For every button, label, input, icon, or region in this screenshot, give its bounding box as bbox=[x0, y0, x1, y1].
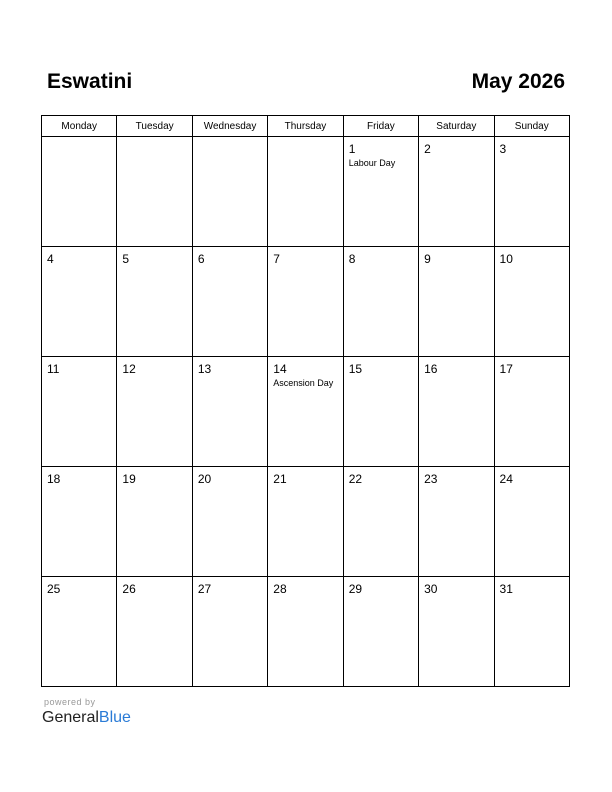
day-cell bbox=[494, 357, 569, 467]
weekday-header: Saturday bbox=[419, 116, 494, 137]
day-cell bbox=[192, 357, 267, 467]
week-row bbox=[42, 247, 570, 357]
day-number: 6 bbox=[197, 252, 205, 266]
day-cell bbox=[192, 467, 267, 577]
day-number: 4 bbox=[47, 252, 54, 266]
day-number: 20 bbox=[197, 472, 212, 486]
week-row bbox=[42, 467, 570, 577]
day-number: 5 bbox=[122, 252, 130, 266]
calendar-grid bbox=[41, 115, 570, 687]
logo-blue-text: Blue bbox=[98, 709, 131, 726]
day-cell bbox=[343, 247, 418, 357]
day-number: 2 bbox=[424, 142, 431, 156]
weekday-header: Tuesday bbox=[117, 116, 192, 137]
day-cell bbox=[117, 467, 192, 577]
day-number: 30 bbox=[424, 582, 438, 596]
day-cell bbox=[268, 137, 343, 247]
day-number: 9 bbox=[424, 252, 431, 266]
weekday-header-row bbox=[42, 116, 570, 137]
day-cell bbox=[268, 357, 343, 467]
day-number: 7 bbox=[273, 252, 280, 266]
day-number: 17 bbox=[499, 362, 513, 376]
holiday-label: Ascension Day bbox=[273, 378, 334, 388]
day-number: 12 bbox=[122, 362, 136, 376]
day-number: 10 bbox=[499, 252, 513, 266]
day-number: 3 bbox=[499, 142, 507, 156]
day-cell bbox=[192, 247, 267, 357]
generalblue-logo bbox=[42, 709, 131, 727]
day-number: 11 bbox=[47, 362, 60, 376]
day-number: 14 bbox=[273, 362, 287, 376]
day-number: 22 bbox=[348, 472, 363, 486]
day-number: 13 bbox=[197, 362, 212, 376]
weekday-header: Thursday bbox=[268, 116, 343, 137]
day-cell bbox=[419, 357, 494, 467]
day-cell bbox=[343, 357, 418, 467]
day-number: 8 bbox=[348, 252, 356, 266]
day-cell bbox=[419, 137, 494, 247]
day-cell bbox=[117, 357, 192, 467]
day-cell bbox=[192, 577, 267, 687]
weekday-header: Sunday bbox=[494, 116, 569, 137]
week-row bbox=[42, 357, 570, 467]
day-number: 1 bbox=[348, 142, 356, 156]
day-number: 26 bbox=[122, 582, 136, 596]
day-cell bbox=[42, 137, 117, 247]
day-cell bbox=[343, 467, 418, 577]
holiday-label: Labour Day bbox=[348, 158, 396, 168]
day-number: 28 bbox=[273, 582, 287, 596]
logo-general-text: General bbox=[42, 709, 99, 726]
weekday-header: Wednesday bbox=[192, 116, 267, 137]
day-cell bbox=[494, 247, 569, 357]
day-cell bbox=[42, 357, 117, 467]
day-cell bbox=[117, 137, 192, 247]
day-cell bbox=[42, 577, 117, 687]
day-cell bbox=[117, 577, 192, 687]
weekday-header: Friday bbox=[343, 116, 418, 137]
day-cell bbox=[42, 467, 117, 577]
day-cell bbox=[268, 247, 343, 357]
day-number: 16 bbox=[424, 362, 438, 376]
day-cell bbox=[268, 467, 343, 577]
day-cell bbox=[494, 137, 569, 247]
day-cell bbox=[419, 467, 494, 577]
day-number: 24 bbox=[499, 472, 513, 486]
calendar-body bbox=[42, 137, 570, 687]
day-number: 18 bbox=[47, 472, 61, 486]
day-cell bbox=[192, 137, 267, 247]
day-cell bbox=[343, 137, 418, 247]
day-cell bbox=[42, 247, 117, 357]
day-cell bbox=[494, 467, 569, 577]
day-number: 27 bbox=[197, 582, 212, 596]
day-number: 29 bbox=[348, 582, 363, 596]
country-title: Eswatini bbox=[47, 70, 133, 93]
day-number: 21 bbox=[273, 472, 287, 486]
powered-by-text: powered by bbox=[44, 697, 96, 707]
week-row bbox=[42, 577, 570, 687]
weekday-header: Monday bbox=[42, 116, 117, 137]
day-number: 19 bbox=[122, 472, 136, 486]
day-number: 25 bbox=[47, 582, 61, 596]
day-number: 31 bbox=[499, 582, 513, 596]
week-row bbox=[42, 137, 570, 247]
month-year-title: May 2026 bbox=[471, 70, 565, 93]
day-cell bbox=[268, 577, 343, 687]
day-cell bbox=[117, 247, 192, 357]
day-number: 15 bbox=[348, 362, 363, 376]
day-cell bbox=[343, 577, 418, 687]
day-cell bbox=[419, 577, 494, 687]
day-cell bbox=[419, 247, 494, 357]
day-number: 23 bbox=[424, 472, 438, 486]
day-cell bbox=[494, 577, 569, 687]
